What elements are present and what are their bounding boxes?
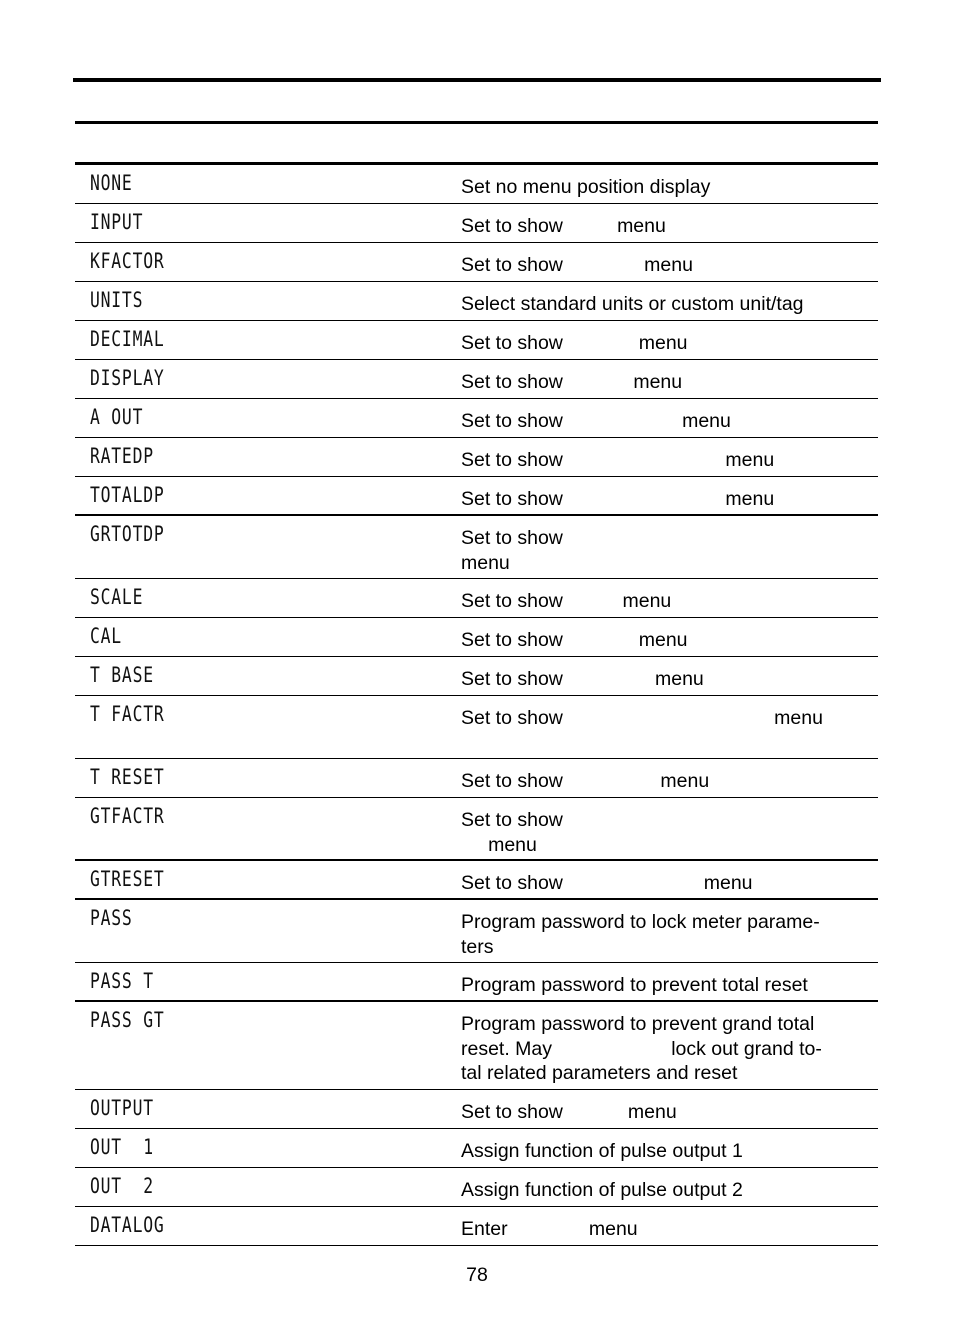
menu-code: UNITS xyxy=(90,288,144,312)
menu-description: Enter menu xyxy=(461,1218,638,1240)
header-rule xyxy=(75,121,878,124)
menu-description: Select standard units or custom unit/tag xyxy=(461,293,804,315)
table-row xyxy=(75,798,878,861)
menu-description: Set to show menu xyxy=(461,410,731,432)
menu-code: A OUT xyxy=(90,405,144,429)
table-row xyxy=(75,282,878,321)
menu-description: Set to show menu xyxy=(461,668,704,690)
menu-code: GTRESET xyxy=(90,867,165,891)
menu-description: Set to show menu xyxy=(461,872,753,894)
table-row xyxy=(75,399,878,438)
menu-code: NONE xyxy=(90,171,133,195)
table-row xyxy=(75,438,878,477)
menu-description: Set to show menu xyxy=(461,449,775,471)
menu-code: T FACTR xyxy=(90,702,165,726)
menu-description: Set to show menu xyxy=(461,629,688,651)
table-row xyxy=(75,657,878,696)
table-row xyxy=(75,759,878,798)
menu-description: Set to show menu xyxy=(461,590,672,612)
menu-description: Set to show menu xyxy=(461,809,563,856)
table-row xyxy=(75,477,878,516)
table-row xyxy=(75,1002,878,1090)
page-number: 78 xyxy=(466,1264,488,1286)
menu-code: DISPLAY xyxy=(90,366,165,390)
table-row xyxy=(75,360,878,399)
menu-description: Set to show menu xyxy=(461,371,683,393)
menu-description: Set to show menu xyxy=(461,527,563,574)
menu-description: Set to show menu xyxy=(461,707,823,729)
table-row xyxy=(75,579,878,618)
menu-description: Set to show menu xyxy=(461,1101,677,1123)
table-row xyxy=(75,963,878,1002)
menu-description: Set to show menu xyxy=(461,332,688,354)
table-row xyxy=(75,243,878,282)
menu-code: T RESET xyxy=(90,765,165,789)
menu-code: TOTALDP xyxy=(90,483,165,507)
menu-code: OUT 2 xyxy=(90,1174,154,1198)
menu-code: GTFACTR xyxy=(90,804,165,828)
menu-code: GRTOTDP xyxy=(90,522,165,546)
menu-description: Set to show menu xyxy=(461,254,693,276)
menu-description: Set no menu position display xyxy=(461,176,711,198)
table-row xyxy=(75,204,878,243)
menu-description: Assign function of pulse output 1 xyxy=(461,1140,743,1162)
table-row xyxy=(75,165,878,204)
table-row xyxy=(75,1207,878,1246)
menu-code: SCALE xyxy=(90,585,144,609)
menu-code: PASS xyxy=(90,906,133,930)
menu-description: Assign function of pulse output 2 xyxy=(461,1179,743,1201)
menu-code: DECIMAL xyxy=(90,327,165,351)
table-row xyxy=(75,618,878,657)
menu-description: Set to show menu xyxy=(461,215,666,237)
table-row xyxy=(75,321,878,360)
table-row xyxy=(75,861,878,900)
menu-code: INPUT xyxy=(90,210,144,234)
menu-code: PASS T xyxy=(90,969,154,993)
table-row xyxy=(75,516,878,579)
menu-description: Program password to prevent total reset xyxy=(461,974,808,996)
menu-code: KFACTOR xyxy=(90,249,165,273)
menu-description: Set to show menu xyxy=(461,488,775,510)
table-row xyxy=(75,900,878,963)
table-row xyxy=(75,696,878,759)
menu-code: OUT 1 xyxy=(90,1135,154,1159)
top-rule xyxy=(73,78,881,82)
menu-description: Program password to prevent grand total reset. May lock out grand to- tal related parameters and reset xyxy=(461,1013,822,1084)
table-row xyxy=(75,1090,878,1129)
menu-description: Set to show menu xyxy=(461,770,710,792)
menu-code: OUTPUT xyxy=(90,1096,154,1120)
menu-code: RATEDP xyxy=(90,444,154,468)
menu-position-table xyxy=(75,165,878,1246)
table-row xyxy=(75,1129,878,1168)
table-row xyxy=(75,1168,878,1207)
menu-code: CAL xyxy=(90,624,122,648)
menu-code: T BASE xyxy=(90,663,154,687)
menu-code: PASS GT xyxy=(90,1008,165,1032)
menu-code: DATALOG xyxy=(90,1213,165,1237)
menu-description: Program password to lock meter parame- ters xyxy=(461,911,820,958)
